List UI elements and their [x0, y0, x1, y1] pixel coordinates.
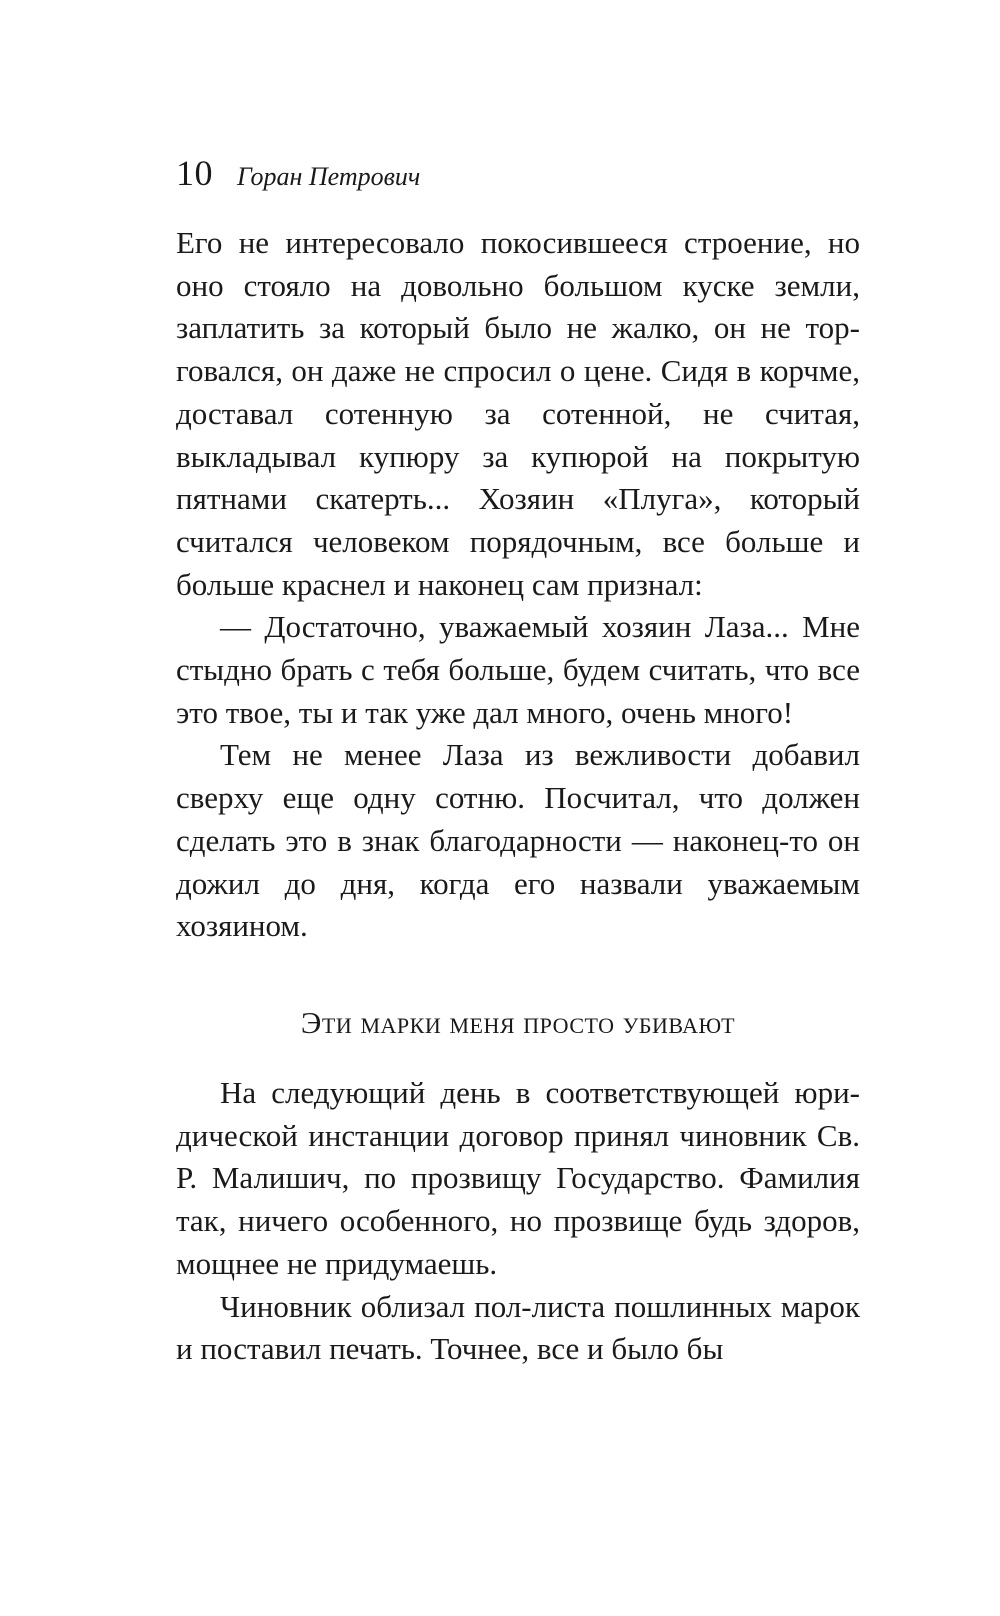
paragraph: Его не интересовало покосившееся строение, но оно стояло на довольно большом куске земли, заплатить за который было не жалко, он не торговался, он даже не спросил о цене. Сидя в корчме, доставал сотенную за сотенной, не считая, выкладывал купюру за купюрой на покрытую пятнами скатерть... Хозяин «Плуга», который считался человеком порядочным, все больше и больше краснел и наконец сам признал: — [176, 225, 860, 602]
paragraph-dialogue: — Достаточно, уважаемый хозяин Лаза... Мне стыдно брать с тебя больше, будем считать, что все это твое, ты и так уже дал много, очень много! — [176, 609, 860, 730]
paragraph: На следующий день в соответствующей юридической инстанции договор принял чиновник Св. Р. Малишич, по прозвищу Государство. Фамилия так, ничего особенного, но прозвище будь здоров, мощнее не придумаешь. — [176, 1075, 860, 1281]
running-head — [176, 152, 420, 196]
paragraph: Чиновник облизал пол-листа пошлинных марок и поставил печать. Точнее, все и было бы — [176, 1288, 860, 1367]
author-name: Горан Петрович — [237, 162, 421, 191]
chapter-title: Эти марки меня просто убивают — [300, 1005, 736, 1040]
text-section-a — [176, 222, 860, 948]
text-section-b — [176, 1072, 860, 1371]
page-number: 10 — [176, 153, 213, 193]
paragraph: Тем не менее Лаза из вежливости добавил сверху еще одну сотню. Посчитал, что должен сделать это в знак благодарности — наконец-то он дожил до дня, когда его назвали уважаемым хозяином. — [176, 737, 860, 944]
